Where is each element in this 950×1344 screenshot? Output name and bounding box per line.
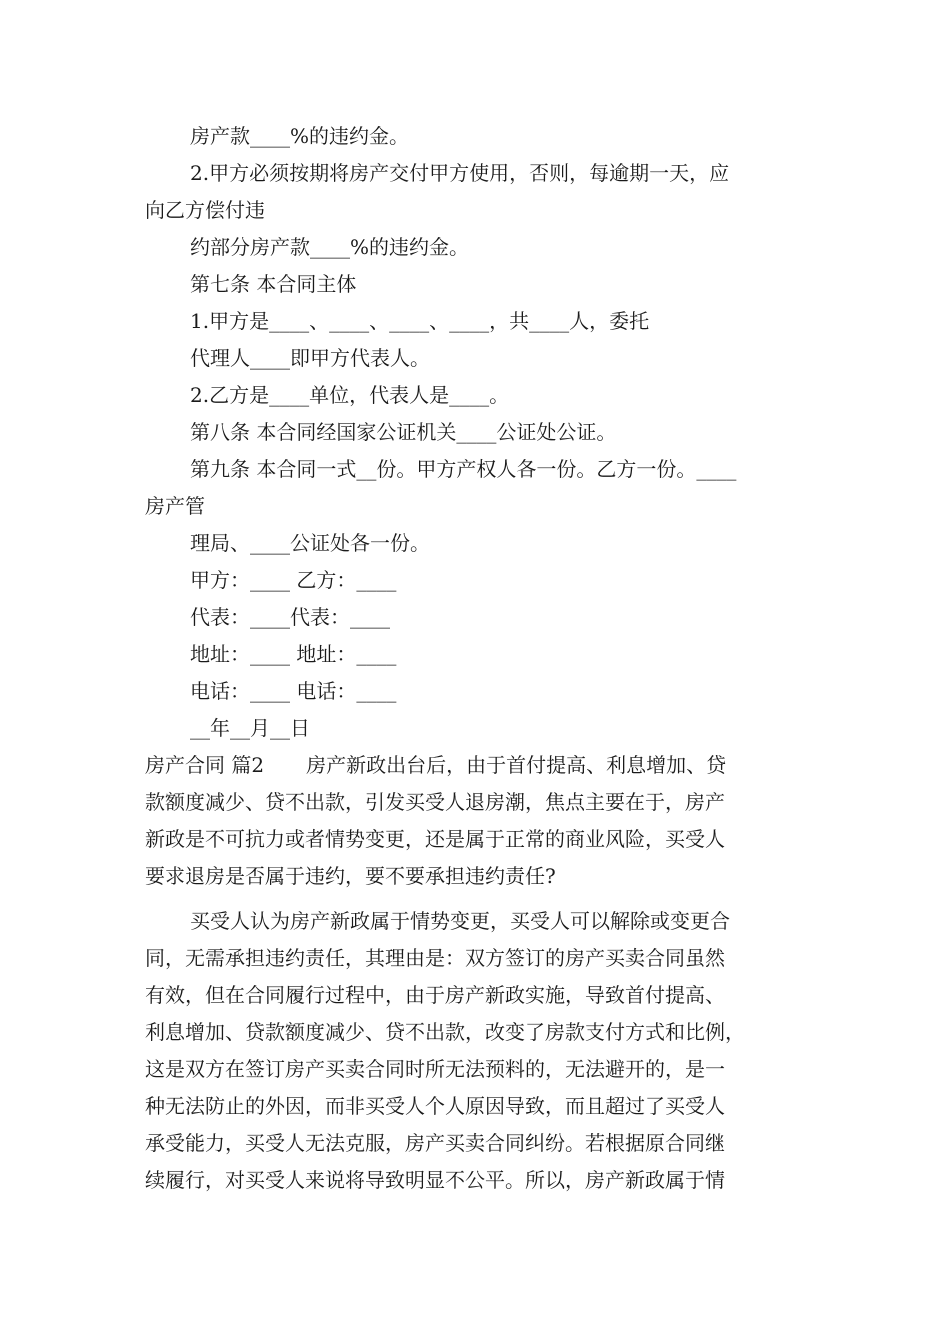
- section-heading: 房产合同 篇2: [145, 753, 265, 777]
- signature-line: 电话：____ 电话：____: [190, 679, 397, 703]
- text-line: 续履行，对买受人来说将导致明显不公平。所以，房产新政属于情: [145, 1168, 725, 1192]
- text-line: 约部分房产款____%的违约金。: [190, 235, 470, 259]
- text-line: 向乙方偿付违: [145, 198, 265, 222]
- text-line: 理局、____公证处各一份。: [190, 531, 430, 555]
- text-line: 1.甲方是____、____、____、____，共____人，委托: [190, 309, 650, 333]
- text-line: 买受人认为房产新政属于情势变更，买受人可以解除或变更合: [190, 909, 730, 933]
- article-heading: 第七条 本合同主体: [190, 272, 357, 296]
- text-line: 这是双方在签订房产买卖合同时所无法预料的，无法避开的，是一: [145, 1057, 725, 1081]
- text-line: 代理人____即甲方代表人。: [190, 346, 430, 370]
- text-line: 2.乙方是____单位，代表人是____。: [190, 383, 510, 407]
- signature-line: 地址：____ 地址：____: [190, 642, 397, 666]
- section-first-line: [145, 747, 813, 784]
- text-line: 房产新政出台后，由于首付提高、利息增加、贷: [306, 753, 727, 777]
- text-line: 种无法防止的外因，而非买受人个人原因导致，而且超过了买受人: [145, 1094, 725, 1118]
- article-heading: 第八条 本合同经国家公证机关____公证处公证。: [190, 420, 617, 444]
- article-heading: 第九条 本合同一式__份。甲方产权人各一份。乙方一份。____: [190, 457, 737, 481]
- text-line: 新政是不可抗力或者情势变更，还是属于正常的商业风险，买受人: [145, 827, 725, 851]
- text-line: 同，无需承担违约责任，其理由是：双方签订的房产买卖合同虽然: [145, 946, 725, 970]
- text-line: 房产款____%的违约金。: [190, 124, 410, 148]
- signature-line: 代表：____代表：____: [190, 605, 390, 629]
- signature-line: 甲方：____ 乙方：____: [190, 568, 397, 592]
- document-body: [145, 118, 813, 1199]
- text-line: 款额度减少、贷不出款，引发买受人退房潮，焦点主要在于，房产: [145, 790, 725, 814]
- text-line: 利息增加、贷款额度减少、贷不出款，改变了房款支付方式和比例，: [145, 1020, 745, 1044]
- text-line: 要求退房是否属于违约，要不要承担违约责任?: [145, 864, 556, 888]
- text-line: 房产管: [145, 494, 205, 518]
- text-line: 有效，但在合同履行过程中，由于房产新政实施，导致首付提高、: [145, 983, 725, 1007]
- date-line: __年__月__日: [190, 716, 310, 740]
- text-line: 承受能力，买受人无法克服，房产买卖合同纠纷。若根据原合同继: [145, 1131, 725, 1155]
- text-line: 2.甲方必须按期将房产交付甲方使用，否则，每逾期一天，应: [190, 161, 730, 185]
